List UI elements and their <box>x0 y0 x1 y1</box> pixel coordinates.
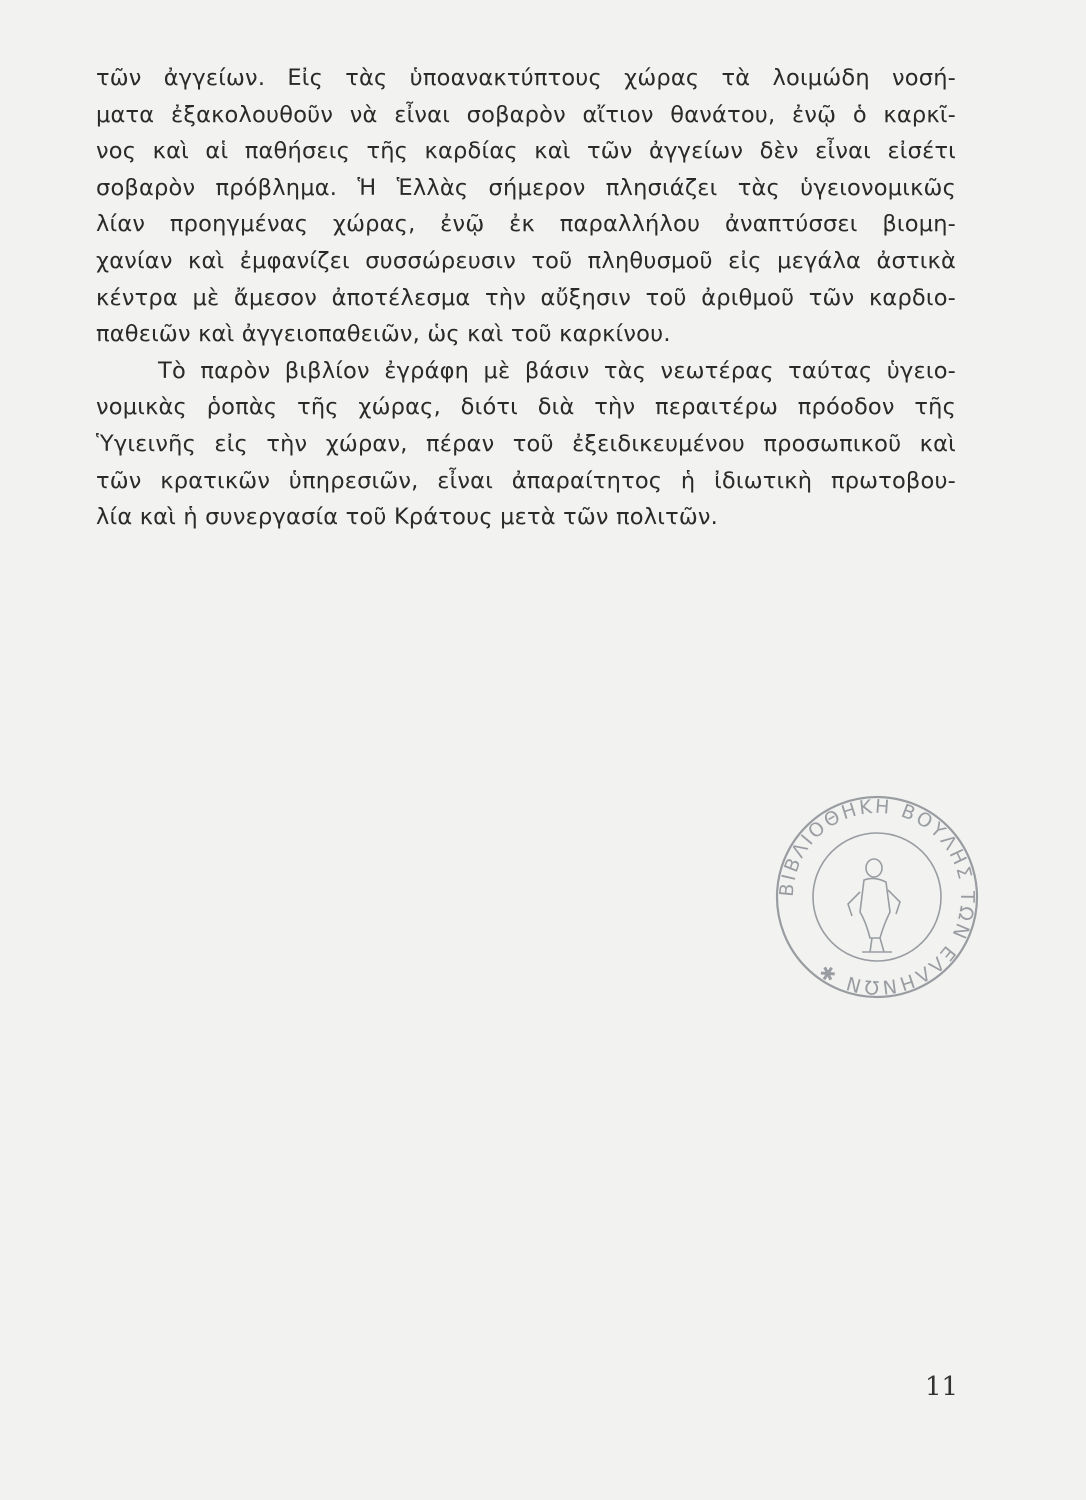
text-line: νομικὰς ῥοπὰς τῆς χώρας, διότι διὰ τὴν περαιτέρω πρόοδον τῆς <box>96 394 956 421</box>
page-number: 11 <box>925 1372 959 1402</box>
text-line: τῶν ἀγγείων. Εἰς τὰς ὑποανακτύπτους χώρας τὰ λοιμώδη νοσή- <box>96 65 956 91</box>
paragraph-1 <box>96 60 956 353</box>
text-line: λία καὶ ἡ συνεργασία τοῦ Κράτους μετὰ τῶν πολιτῶν. <box>96 504 718 531</box>
text-line: τῶν κρατικῶν ὑπηρεσιῶν, εἶναι ἀπαραίτητος ἡ ἰδιωτικὴ πρωτοβου- <box>96 467 956 494</box>
text-line: παθειῶν καὶ ἀγγειοπαθειῶν, ὡς καὶ τοῦ καρκίνου. <box>96 321 671 348</box>
body-text <box>96 60 956 536</box>
text-line: Ὑγιεινῆς εἰς τὴν χώραν, πέραν τοῦ ἐξειδικευμένου προσωπικοῦ καὶ <box>96 430 956 457</box>
paragraph-2 <box>96 353 956 536</box>
text-line: Τὸ παρὸν βιβλίον ἐγράφη μὲ βάσιν τὰς νεωτέρας ταύτας ὑγειο- <box>158 357 956 384</box>
statue-emblem <box>848 859 900 952</box>
text-line: κέντρα μὲ ἄμεσον ἀποτέλεσμα τὴν αὔξησιν τοῦ ἀριθμοῦ τῶν καρδιο- <box>96 284 956 311</box>
text-line: σοβαρὸν πρόβλημα. Ἡ Ἑλλὰς σήμερον πλησιάζει τὰς ὑγειονομικῶς <box>96 174 956 201</box>
text-line: ματα ἐξακολουθοῦν νὰ εἶναι σοβαρὸν αἴτιον θανάτου, ἐνῷ ὁ καρκῖ- <box>96 101 956 128</box>
text-line: νος καὶ αἱ παθήσεις τῆς καρδίας καὶ τῶν ἀγγείων δὲν εἶναι εἰσέτι <box>96 138 956 165</box>
stamp-inscription: ΒΙΒΛΙΟΘΗΚΗ ΒΟΥΛΗΣ ΤΩΝ ΕΛΛΗΝΩΝ ✱ <box>775 795 979 999</box>
text-line: χανίαν καὶ ἐμφανίζει συσσώρευσιν τοῦ πληθυσμοῦ εἰς μεγάλα ἀστικὰ <box>96 247 956 274</box>
text-line: λίαν προηγμένας χώρας, ἐνῷ ἐκ παραλλήλου ἀναπτύσσει βιομη- <box>96 211 956 238</box>
library-stamp <box>772 792 982 1002</box>
